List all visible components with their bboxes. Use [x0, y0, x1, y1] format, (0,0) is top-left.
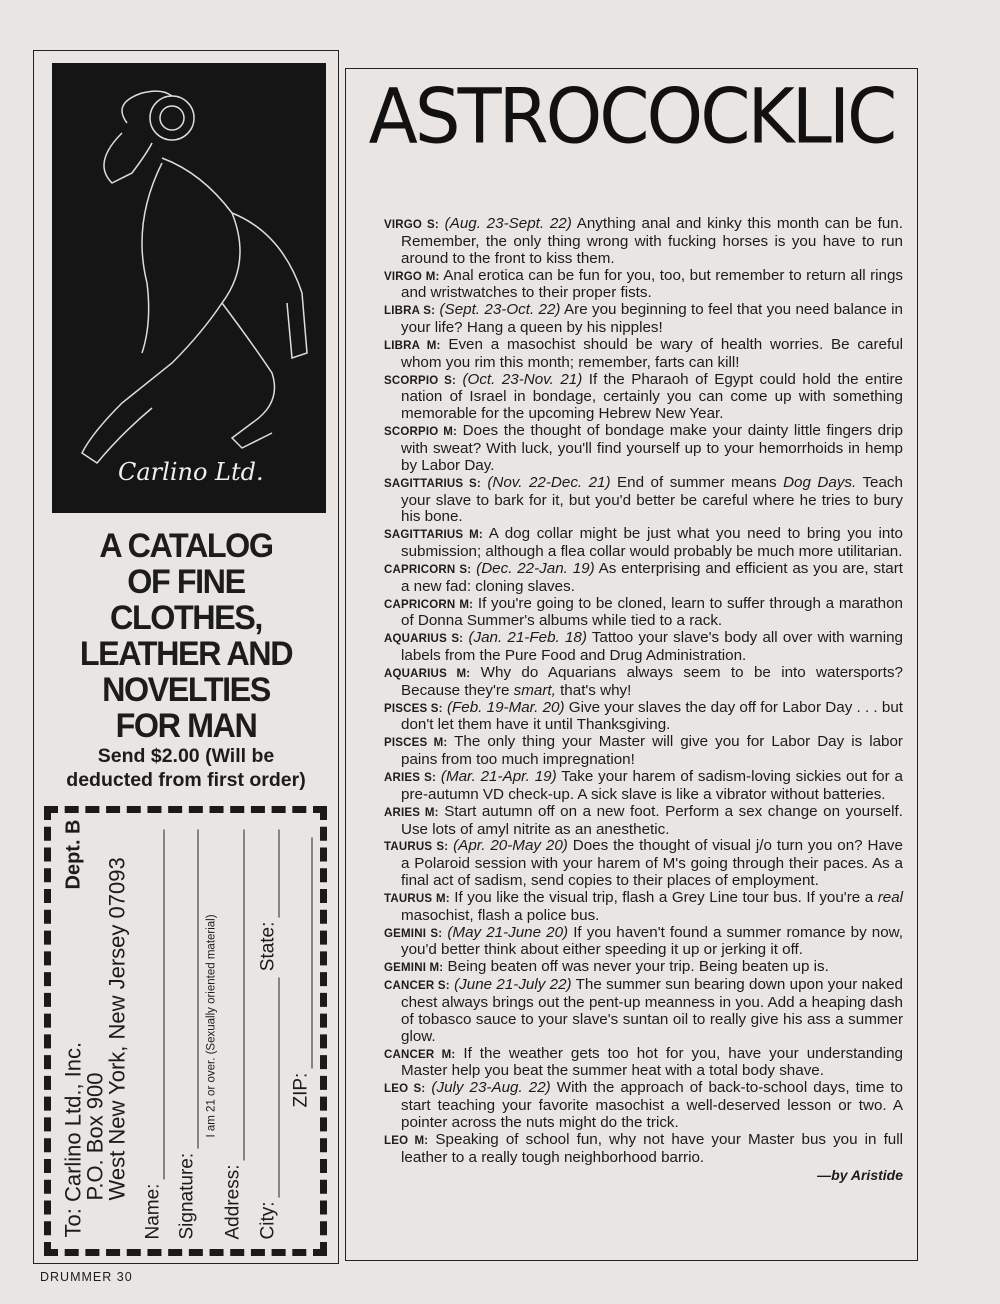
sign-label: AQUARIUS M: — [384, 667, 471, 680]
entry-text: Does the thought of bondage make your dainty little fingers drip with sweat? With luck, you'll find yourself up to your hemorrhoids in hemp by Labor Day. — [401, 422, 904, 474]
address-field[interactable] — [223, 830, 245, 1240]
horoscope-entry — [384, 890, 903, 925]
entry-text: If you're going to be cloned, learn to suffer through a marathon of Donna Summer's albums while tied to a rack. — [401, 594, 903, 630]
horoscope-entry — [384, 665, 903, 700]
entry-text: Take your harem of sadism-loving sickies out for a pre-autumn VD check-up. A sick slave is like a vibrator without batteries. — [401, 768, 903, 803]
horoscope-entry — [384, 1132, 903, 1167]
horoscope-entry — [384, 423, 903, 475]
horoscope-entry — [384, 838, 903, 890]
zip-line[interactable] — [294, 838, 313, 1069]
date-range: (Dec. 22-Jan. 19) — [476, 559, 595, 577]
sign-label: GEMINI M: — [384, 962, 444, 975]
horoscope-entry — [384, 1046, 903, 1081]
entry-text: If the Pharaoh of Egypt could hold the entire nation of Israel in bondage, certainly you can come up with something memorable for the upcoming Hebrew New Year. — [401, 370, 903, 423]
entry-text-cont: Teach your slave to bark for it, but you'd better be careful where he tries to bury his bone. — [401, 473, 903, 526]
address-city: West New York, New Jersey 07093 — [104, 857, 130, 1201]
entry-text: Does the thought of visual j/o turn you on? Have a Polaroid session with your harem of M's going through their paces. As a final act of sadism, send copies to their places of employment. — [401, 837, 903, 890]
date-range: (Feb. 19-Mar. 20) — [446, 698, 565, 716]
date-range: (Nov. 22-Dec. 21) — [487, 473, 611, 491]
entry-text: Being beaten off was never your trip. Being beaten up is. — [443, 958, 829, 976]
ram-man-illustration — [52, 63, 326, 513]
coupon-content — [53, 812, 318, 1248]
sign-label: AQUARIUS S: — [384, 633, 464, 646]
entry-text: End of summer means — [610, 473, 784, 491]
sign-label: CANCER S: — [384, 980, 450, 993]
zip-field[interactable] — [291, 838, 313, 1108]
entry-text: If the weather gets too hot for you, have your understanding Master help you beat the summer heat with a total body shave. — [401, 1044, 903, 1080]
city-line[interactable] — [261, 977, 280, 1197]
date-range: (May 21-June 20) — [447, 923, 569, 941]
sign-label: VIRGO S: — [384, 219, 439, 231]
sign-label: LIBRA S: — [384, 305, 436, 318]
entry-text: Anal erotica can be fun for you, too, but remember to return all rings and wristwatches to their proper fists. — [401, 266, 904, 302]
entry-text: Give your slaves the day off for Labor Day . . . but don't let them have it until Thanksgiving. — [401, 698, 903, 734]
sign-label: LIBRA M: — [384, 339, 441, 352]
headline-line: OF FINE — [127, 563, 245, 601]
date-range: (Jan. 21-Feb. 18) — [468, 629, 587, 647]
entry-text: If you like the visual trip, flash a Grey Line tour bus. If you're a — [449, 888, 878, 906]
sign-label: VIRGO M: — [384, 270, 440, 283]
horoscope-entry — [384, 977, 903, 1045]
signature-line[interactable] — [180, 830, 199, 1149]
dept-label: Dept. B — [62, 819, 85, 890]
headline-line: NOVELTIES — [102, 671, 270, 709]
signature-label: Signature: — [176, 1152, 198, 1240]
address-line[interactable] — [226, 830, 245, 1161]
zip-label: ZIP: — [290, 1072, 312, 1108]
date-range: (June 21-July 22) — [454, 976, 572, 994]
horoscope-entry — [384, 959, 903, 977]
horoscope-entry — [384, 925, 903, 960]
sign-label: PISCES S: — [384, 702, 443, 715]
article-title: ASTROCOCKLIC — [368, 71, 895, 161]
name-field[interactable] — [143, 830, 165, 1240]
entry-text: The summer sun bearing down upon your naked chest always brings out the pent-up meanness in you. Add a heaping dash of tobasco sauce to your slave's suntan oil to really give his ass a summer glow. — [401, 976, 903, 1045]
emphasis-text: smart, — [513, 681, 556, 699]
city-state-field[interactable] — [258, 830, 280, 1240]
headline-line: FOR MAN — [115, 707, 257, 745]
horoscope-entry — [384, 769, 903, 804]
emphasis-text: real — [877, 888, 904, 906]
entry-text: Start autumn off on a new foot. Perform a sex change on yourself. Use lots of amyl nitrite as an anesthetic. — [401, 802, 903, 838]
signature-field[interactable] — [177, 830, 199, 1240]
entry-text: Tattoo your slave's body all over with warning labels from the Pure Food and Drug Administration. — [401, 629, 903, 665]
name-line[interactable] — [146, 830, 165, 1180]
sign-label: PISCES M: — [384, 737, 448, 750]
entry-text: A dog collar might be just what you need to bring you into submission; although a flea collar would probably be much more utilitarian. — [401, 525, 903, 561]
horoscope-entry — [384, 372, 903, 424]
headline-line: CLOTHES, — [110, 599, 262, 637]
sign-label: CANCER M: — [384, 1048, 456, 1061]
entry-text: As enterprising and efficient as you are, start a new fad: cloning slaves. — [401, 559, 903, 595]
sign-label: SCORPIO S: — [384, 374, 456, 387]
horoscope-entry — [384, 734, 903, 769]
entry-text: Why do Aquarians always seem to be into watersports? Because they're — [401, 663, 904, 699]
sign-label: TAURUS M: — [384, 892, 450, 905]
city-label: City: — [257, 1201, 279, 1240]
sign-label: ARIES M: — [384, 806, 439, 819]
horoscope-entry — [384, 216, 903, 268]
entry-text-cont: masochist, flash a police bus. — [401, 906, 600, 924]
horoscope-entry — [384, 596, 903, 631]
state-label: State: — [257, 921, 279, 972]
sign-label: SAGITTARIUS S: — [384, 477, 481, 490]
entry-text: Are you beginning to feel that you need balance in your life? Hang a queen by his nipples! — [401, 301, 903, 337]
page-footer: DRUMMER 30 — [40, 1270, 133, 1284]
date-range: (Aug. 23-Sept. 22) — [444, 215, 572, 232]
horoscope-entry — [384, 302, 903, 337]
date-range: (July 23-Aug. 22) — [431, 1079, 551, 1097]
state-line[interactable] — [261, 830, 280, 918]
horoscope-entry — [384, 1080, 903, 1132]
emphasis-text: Dog Days. — [783, 473, 857, 491]
headline-line: LEATHER AND — [79, 635, 293, 673]
entry-text: Speaking of school fun, why not have your Master bus you in full leather to a really tough neighborhood barrio. — [401, 1130, 903, 1166]
sign-label: SCORPIO M: — [384, 426, 458, 439]
ad-headline — [47, 528, 324, 744]
sign-label: GEMINI S: — [384, 927, 443, 940]
date-range: (Mar. 21-Apr. 19) — [440, 768, 557, 785]
horoscope-entry — [384, 561, 903, 596]
sign-label: CAPRICORN S: — [384, 563, 472, 576]
carlino-logo-signature: Carlino Ltd. — [118, 458, 264, 486]
mailing-address — [60, 857, 130, 1238]
sign-label: ARIES S: — [384, 772, 437, 784]
address-to: To: Carlino Ltd., Inc. — [60, 1041, 86, 1238]
entry-text: Anything anal and kinky this month can be fun. Remember, the only thing wrong with fucking horses is you have to run around to the front to kiss them. — [401, 215, 903, 267]
sign-label: SAGITTARIUS M: — [384, 529, 483, 542]
byline: —by Aristide — [817, 1167, 903, 1184]
date-range: (Oct. 23-Nov. 21) — [462, 370, 583, 388]
order-coupon — [44, 806, 327, 1256]
age-note: I am 21 or over. (Sexually oriented material) — [205, 914, 218, 1138]
address-label: Address: — [222, 1164, 244, 1240]
horoscope-entry — [384, 700, 903, 735]
horoscope-entry — [384, 804, 903, 839]
entry-text: The only thing your Master will give you for Labor Day is labor pains from too much impregnation! — [401, 733, 903, 769]
entry-text-cont: that's why! — [555, 681, 632, 699]
horoscope-entry — [384, 337, 903, 372]
address-po: P.O. Box 900 — [82, 1072, 108, 1201]
sign-label: TAURUS S: — [384, 841, 449, 854]
date-range: (Apr. 20-May 20) — [453, 837, 568, 855]
horoscope-entry — [384, 630, 903, 665]
sign-label: LEO S: — [384, 1083, 426, 1096]
headline-line: A CATALOG — [99, 527, 273, 565]
price-line: Send $2.00 (Will be — [97, 745, 275, 767]
price-line: deducted from first order) — [66, 769, 306, 791]
entry-text: If you haven't found a summer romance by now, you'd better think about either speeding it up or jerking it off. — [401, 923, 903, 959]
sign-label: CAPRICORN M: — [384, 598, 474, 611]
horoscope-entry — [384, 526, 903, 561]
entry-text: Even a masochist should be wary of health worries. Be careful whom you rim this month; remember, farts can kill! — [401, 335, 903, 371]
entry-text: With the approach of back-to-school days, time to start teaching your favorite masochist a well-deserved lesson or two. A pointer across the nuts might do the trick. — [401, 1079, 903, 1131]
horoscope-list — [384, 216, 903, 1184]
date-range: (Sept. 23-Oct. 22) — [439, 301, 561, 319]
name-label: Name: — [142, 1183, 164, 1240]
ad-price-note — [40, 744, 332, 792]
horoscope-entry — [384, 268, 903, 303]
sign-label: LEO M: — [384, 1134, 429, 1147]
horoscope-entry — [384, 475, 903, 527]
